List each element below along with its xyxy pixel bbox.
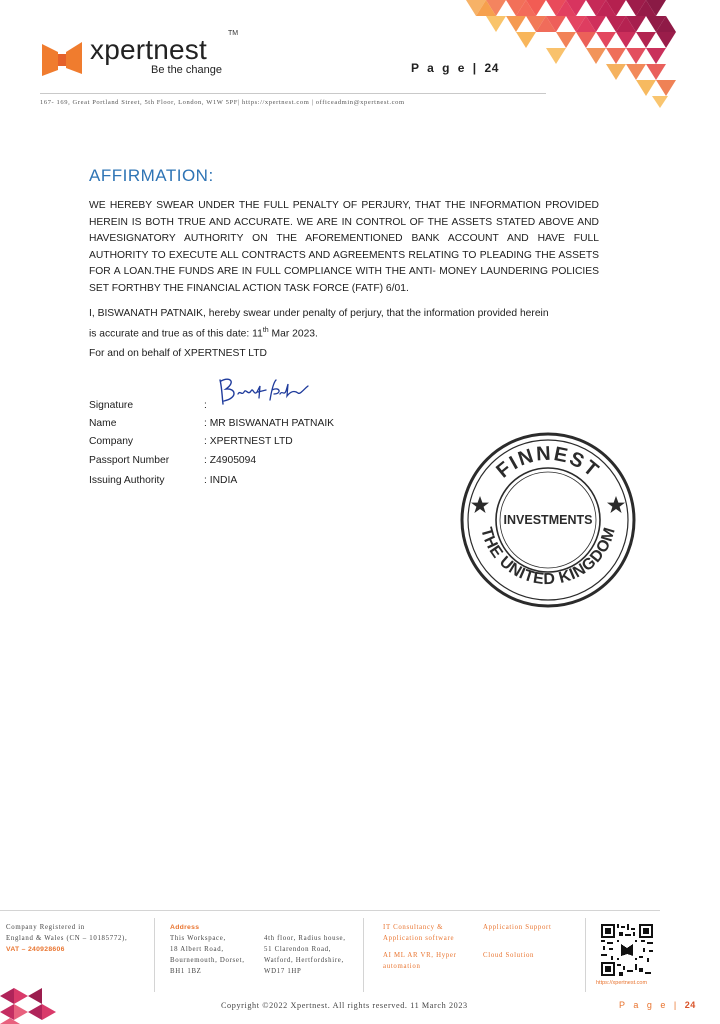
header-address: 167- 169, Great Portland Street, 5th Floor, London, W1W 5PF| https://xpertnest.com | officeadmin@xpertnest.com [40, 99, 405, 106]
address-2-line-3: Watford, Hertfordshire, [264, 957, 344, 964]
signature-label: Signature [89, 400, 134, 411]
footer-column-divider [154, 918, 155, 992]
footer-column-divider [363, 918, 364, 992]
address-1-line-3: Bournemouth, Dorset, [170, 957, 245, 964]
service-3-line-2: automation [383, 963, 421, 970]
registration-line-2: England & Wales (CN – 10185772), [6, 935, 128, 942]
header-page-number [411, 61, 499, 75]
qr-code-url[interactable]: https://xpertnest.com [596, 980, 648, 986]
handwritten-signature [214, 374, 312, 408]
address-heading: Address [170, 924, 200, 931]
footer-page-number [619, 1000, 696, 1010]
company-stamp [458, 430, 638, 610]
footer-copyright: Copyright ©2022 Xpertnest. All rights reserved. 11 March 2023 [221, 1001, 468, 1010]
company-label: Company [89, 436, 134, 447]
address-1-line-4: BH1 1BZ [170, 968, 202, 975]
service-3-line-1: AI ML AR VR, Hyper [383, 952, 457, 959]
header-divider [40, 93, 546, 94]
service-1-line-1: IT Consultancy & [383, 924, 444, 931]
issuing-authority-value: : INDIA [204, 475, 238, 486]
address-2-line-1: 4th floor, Radius house, [264, 935, 346, 942]
footer-divider [0, 910, 660, 911]
stamp-star-right-icon [607, 496, 625, 513]
date-ordinal: th [262, 326, 269, 334]
vat-number: VAT – 240928606 [6, 946, 65, 953]
issuing-authority-label: Issuing Authority [89, 475, 165, 486]
footer-address-1 [170, 922, 245, 977]
oath-statement [89, 306, 599, 343]
trademark-mark: TM [228, 30, 239, 37]
affirmation-paragraph: WE HEREBY SWEAR UNDER THE FULL PENALTY OF PERJURY, THAT THE INFORMATION PROVIDED HEREIN IS BOTH TRUE AND ACCURATE. WE ARE IN CONTROL OF THE ASSETS STATED ABOVE AND HAVESIGNATORY AUTHORITY ON THE AFOREMENTIONED BANK ACCOUNT AND HAVE FULL AUTHORITY TO EXECUTE ALL CONTRACTS AND AGREEMENTS RELATING TO PLEADING THE ASSETS FOR A LOAN.THE FUNDS ARE IN FULL COMPLIANCE WITH THE ANTI- MONEY LAUNDERING POLICIES SET FORTHBY THE FINANCIAL ACTION TASK FORCE (FATF) 6/01. [89, 200, 599, 294]
name-value: : MR BISWANATH PATNAIK [204, 418, 335, 429]
company-value: : XPERTNEST LTD [204, 436, 293, 447]
footer-address-2 [264, 933, 346, 977]
header-page-label: P a g e | [411, 61, 479, 75]
stamp-star-left-icon [471, 496, 489, 513]
affirmation-title: AFFIRMATION: [89, 166, 214, 185]
footer-page-value: 24 [684, 1000, 696, 1010]
footer-registration [6, 922, 127, 955]
decorative-triangle-pattern-bottom [0, 982, 58, 1024]
logo-tagline: Be the change [151, 64, 222, 76]
oath-line-2 [89, 323, 599, 343]
address-1-line-2: 18 Albert Road, [170, 946, 224, 953]
stamp-top-text: FINNEST [492, 442, 604, 483]
oath-line-2-text: is accurate and true as of this date: 11 [89, 328, 263, 340]
oath-line-1: I, BISWANATH PATNAIK, hereby swear under penalty of perjury, that the information provided herein [89, 308, 549, 319]
logo-wordmark: xpertnest [90, 34, 207, 65]
stamp-bottom-text: THE UNITED KINGDOM [477, 525, 619, 589]
footer-service-2: Application Support [483, 924, 552, 931]
signature-value: : [204, 400, 207, 411]
stamp-center-text: INVESTMENTS [503, 513, 593, 527]
footer-page-label: P a g e | [619, 1000, 680, 1010]
behalf-line: For and on behalf of XPERTNEST LTD [89, 348, 267, 359]
footer-column-divider [585, 918, 586, 992]
address-1-line-1: This Workspace, [170, 935, 226, 942]
footer-service-3 [383, 950, 457, 972]
svg-text:FINNEST [492, 443, 603, 483]
header-page-value: 24 [484, 61, 499, 75]
qr-code-icon[interactable] [601, 924, 653, 976]
footer-service-4: Cloud Solution [483, 952, 535, 959]
address-2-line-4: WD17 1HP [264, 968, 302, 975]
address-2-line-2: 51 Clarendon Road, [264, 946, 332, 953]
passport-value: : Z4905094 [204, 455, 257, 466]
name-label: Name [89, 418, 117, 429]
xpertnest-logo-icon [40, 40, 84, 78]
oath-line-2-date: Mar 2023. [268, 328, 318, 340]
footer-service-1 [383, 922, 454, 944]
service-1-line-2: Application software [383, 935, 455, 942]
passport-label: Passport Number [89, 455, 170, 466]
registration-line-1: Company Registered in [6, 924, 85, 931]
